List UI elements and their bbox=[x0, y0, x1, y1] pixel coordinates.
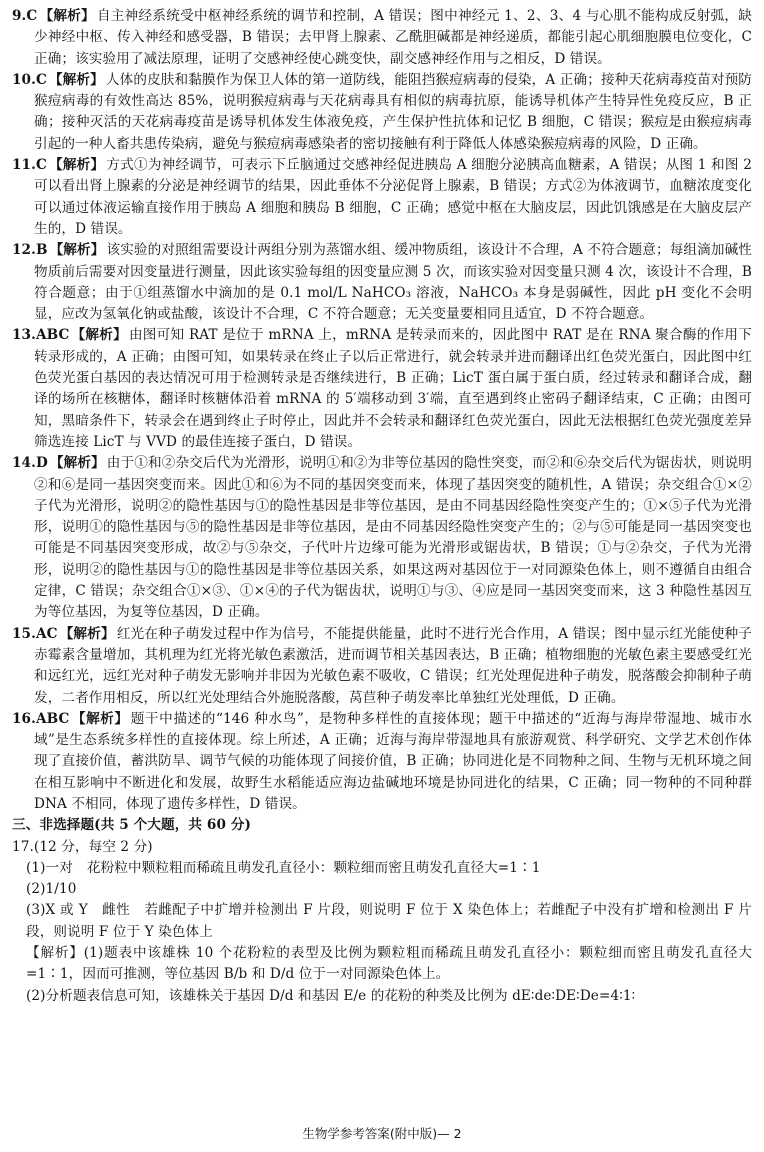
q17-answer-2: (2)1/10 bbox=[26, 881, 77, 898]
q17-answer-1 bbox=[12, 858, 752, 879]
answer-item-16 bbox=[12, 709, 752, 815]
q17-analysis-1-text: (1)题表中该雄株 10 个花粉粒的表型及比例为颗粒粗而稀疏且萌发孔直径小：颗粒细而密且萌发孔直径大=1∶1，因而可推测，等位基因 B/b 和 D/d 位于一对同源染色体上。 bbox=[26, 945, 752, 983]
page-footer: 生物学参考答案(附中版)— 2 bbox=[302, 1126, 462, 1141]
q17-heading: 17.(12 分，每空 2 分) bbox=[12, 838, 153, 855]
answer-item-11 bbox=[12, 155, 752, 240]
item-text: 由图可知 RAT 是位于 mRNA 上，mRNA 是转录而来的，因此图中 RAT 是在 RNA 聚合酶的作用下转录形成的，A 正确；由图可知，如果转录在终止子以后正常进行，就会转录并进而翻译出红色荧光蛋白，因此图中红色荧光蛋白基因的表达情况可用于检测转录是否继续进行，B 正确；LicT 蛋白属于蛋白质，经过转录和翻译合成，翻译的场所在核糖体，翻译时核糖体沿着 mRNA 的 5′端移动到 3′端，直至遇到终止密码子翻译结束，C 正确；由图可知，黑暗条件下，转录会在遇到终止子时停止，因此并不会转录和翻译红色荧光蛋白，因此无法根据红色荧光强度差异筛选连接 LicT 与 VVD 的最佳连接子蛋白，D 错误。 bbox=[34, 327, 752, 450]
item-text: 该实验的对照组需要设计两组分别为蒸馏水组、缓冲物质组，该设计不合理，A 不符合题意；每组滴加碱性物质前后需要对因变量进行测量，因此该实验每组的因变量应测 5 次，而该实验对因变量只测 4 次，该设计不合理，B 符合题意；由于①组蒸馏水中滴加的是 0.1 mol/L NaHCO₃ 溶液，NaHCO₃ 本身是弱碱性，因此 pH 变化不会明显，应改为氢氧化钠或盐酸，该设计不合理，C 不符合题意；无关变量要相同且适宜，D 不符合题意。 bbox=[34, 242, 752, 323]
item-text: 方式①为神经调节，可表示下丘脑通过交感神经促进胰岛 A 细胞分泌胰高血糖素，A 错误；从图 1 和图 2 可以看出肾上腺素的分泌是神经调节的结果，因此垂体不分泌促肾上腺素，B 错误；方式②为体液调节，血糖浓度变化可以通过体液运输直接作用于胰岛 A 细胞和胰岛 B 细胞，C 正确；感觉中枢在大脑皮层，因此饥饿感是在大脑皮层产生的，D 错误。 bbox=[34, 157, 752, 237]
item-number: 15.AC bbox=[12, 625, 58, 642]
analysis-label: 【解析】 bbox=[48, 71, 104, 88]
item-text: 人体的皮肤和黏膜作为保卫人体的第一道防线，能阻挡猴痘病毒的侵染，A 正确；接种天花病毒疫苗对预防猴痘病毒的有效性高达 85%，说明猴痘病毒与天花病毒具有相似的病毒抗原，能诱导机体产生特异性免疫反应，B 正确；接种灭活的天花病毒疫苗是诱导机体发生体液免疫，产生保护性抗体和记忆 B 细胞，C 错误；猴痘是由猴痘病毒引起的一种人畜共患传染病，避免与猴痘病毒感染者的密切接触有利于降低人体感染猴痘病毒的风险，D 正确。 bbox=[34, 71, 752, 152]
q17-answer-1-text: 花粉粒中颗粒粗而稀疏且萌发孔直径小：颗粒细而密且萌发孔直径大=1∶1 bbox=[86, 859, 541, 876]
answer-item-13 bbox=[12, 325, 752, 453]
analysis-label: 【解析】 bbox=[49, 455, 105, 472]
answer-item-9 bbox=[12, 6, 752, 70]
analysis-label: 【解析】 bbox=[39, 8, 95, 24]
analysis-label: 【解析】 bbox=[71, 710, 129, 727]
item-text: 自主神经系统受中枢神经系统的调节和控制，A 错误；图中神经元 1、2、3、4 与心肌不能构成反射弧，缺少神经中枢、传入神经和感受器，B 错误；去甲肾上腺素、乙酰胆碱都是神经递质，都能引起心肌细胞膜电位变化，C 正确；该实验用了减法原理，证明了交感神经使心跳变快，副交感神经作用与之相反，D 错误。 bbox=[34, 8, 752, 67]
analysis-label: 【解析】 bbox=[71, 327, 127, 344]
item-number: 16.ABC bbox=[12, 710, 70, 727]
q17-answer-3-num: (3)X 或 Y bbox=[26, 902, 88, 919]
section-heading: 三、非选择题(共 5 个大题，共 60 分) bbox=[12, 817, 252, 834]
item-number: 14.D bbox=[12, 455, 48, 472]
item-number: 13.ABC bbox=[12, 327, 70, 344]
item-number: 12.B bbox=[12, 242, 48, 259]
answer-item-14 bbox=[12, 453, 752, 623]
q17-answer-1-num: (1)一对 bbox=[26, 859, 73, 876]
q17-answer-3-sex: 雌性 bbox=[101, 902, 131, 919]
q17-analysis-2: (2)分析题表信息可知，该雄株关于基因 D/d 和基因 E/e 的花粉的种类及比例为 dE∶de∶DE∶De=4∶1∶ bbox=[26, 987, 636, 1004]
item-number: 11.C bbox=[12, 157, 47, 174]
analysis-label: 【解析】 bbox=[26, 945, 84, 962]
item-number: 9.C bbox=[12, 8, 38, 24]
analysis-label: 【解析】 bbox=[59, 625, 115, 642]
item-text: 题干中描述的“146 种水鸟”，是物种多样性的直接体现；题干中描述的“近海与海岸带湿地、城市水域”是生态系统多样性的直接体现。综上所述，A 正确；近海与海岸带湿地具有旅游观赏、科学研究、文学艺术创作体现了直接价值，蓄洪防旱、调节气候的功能体现了间接价值，B 正确；协同进化是不同物种之间、生物与无机环境之间在相互影响中不断进化和发展，故野生水稻能适应海边盐碱地环境是协同进化的结果，C 正确；同一物种的不同种群 DNA 不相同，体现了遗传多样性，D 错误。 bbox=[34, 710, 753, 812]
answer-item-10 bbox=[12, 70, 752, 155]
answer-content bbox=[12, 6, 752, 1007]
q17-answer-3 bbox=[12, 900, 752, 943]
q17-answer-3-text: 若雌配子中扩增并检测出 F 片段，则说明 F 位于 X 染色体上；若雌配子中没有扩增和检测出 F 片段，则说明 F 位于 Y 染色体上 bbox=[26, 902, 752, 940]
q17-analysis-1 bbox=[12, 943, 752, 986]
answer-item-12 bbox=[12, 240, 752, 325]
item-text: 红光在种子萌发过程中作为信号，不能提供能量，此时不进行光合作用，A 错误；图中显示红光能使种子赤霉素含量增加，其机理为红光将光敏色素激活，进而调节相关基因表达，B 正确；植物细胞的光敏色素主要感受红光和远红光，远红光对种子萌发无影响并非因为光敏色素不吸收，C 错误；红光处理促进种子萌发，脱落酸会抑制种子萌发，二者作用相反，所以红光处理结合外施脱落酸，莴苣种子萌发率比单独红光处理低，D 正确。 bbox=[34, 625, 752, 706]
answer-item-15 bbox=[12, 624, 752, 709]
analysis-label: 【解析】 bbox=[48, 157, 105, 174]
item-number: 10.C bbox=[12, 71, 47, 88]
analysis-label: 【解析】 bbox=[49, 242, 105, 259]
item-text: 由于①和②杂交后代为光滑形，说明①和②为非等位基因的隐性突变，而②和⑥杂交后代为锯齿状，则说明②和⑥是同一基因突变而来。因此①和⑥为不同的基因突变而来，体现了基因突变的随机性，A 错误；杂交组合①×②子代为光滑形，说明②的隐性基因与①的隐性基因是非等位基因，是由不同基因经隐性突变产生的；①×⑤子代为光滑形，说明①的隐性基因与⑤的隐性基因是非等位基因，是由不同基因经隐性突变产生的；②与⑤可能是同一基因突变也可能是不同基因突变形成，故②与⑤杂交，子代叶片边缘可能为光滑形或锯齿状，B 错误；①与②杂交，子代为光滑形，说明②的隐性基因与①的隐性基因是非等位基因关系，如果这两对基因位于一对同源染色体上，则不遵循自由组合定律，C 错误；杂交组合①×③、①×④的子代为锯齿状，说明①与③、④应是同一基因突变而来，这 3 种隐性基因互为等位基因，为复等位基因，D 正确。 bbox=[34, 455, 752, 621]
